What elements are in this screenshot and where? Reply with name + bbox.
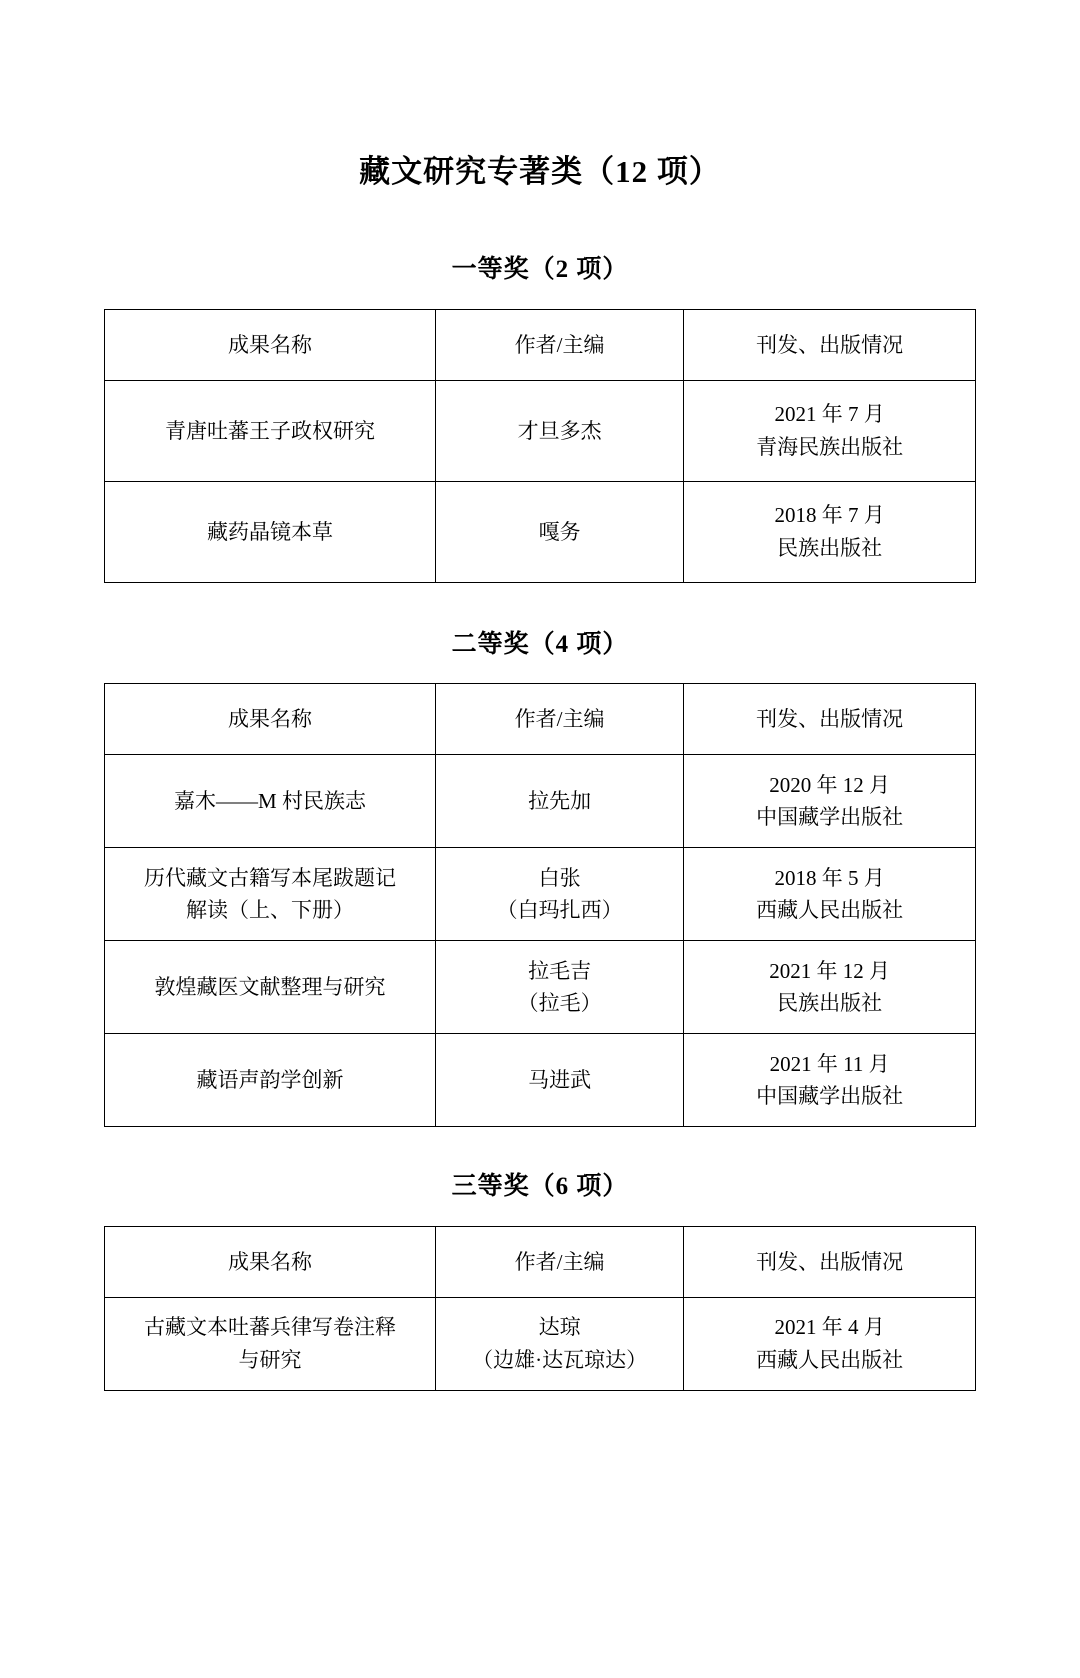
publication-date: 2018 年 7 月 xyxy=(774,503,885,528)
publication-press: 中国藏学出版社 xyxy=(756,805,904,830)
column-header-name: 成果名称 xyxy=(105,684,436,755)
column-header-name: 成果名称 xyxy=(105,1226,436,1297)
publication-date: 2018 年 5 月 xyxy=(774,865,885,890)
page-title: 藏文研究专著类（12 项） xyxy=(359,154,721,189)
table-row xyxy=(105,755,976,848)
publication-press: 中国藏学出版社 xyxy=(756,1084,904,1109)
column-header-author: 作者/主编 xyxy=(435,684,683,755)
table-row xyxy=(105,481,976,582)
author-alt-name: （白玛扎西） xyxy=(496,898,623,923)
author-name: 拉毛吉 xyxy=(528,958,592,983)
publication-date: 2021 年 4 月 xyxy=(774,1315,885,1340)
publication-press: 民族出版社 xyxy=(777,991,883,1016)
cell-author: 拉先加 xyxy=(435,755,683,848)
cell-result-name: 敦煌藏医文献整理与研究 xyxy=(105,941,436,1034)
cell-author xyxy=(435,848,683,941)
column-header-author: 作者/主编 xyxy=(435,309,683,380)
author-alt-name: （边雄·达瓦琼达） xyxy=(472,1347,648,1372)
cell-publication xyxy=(684,755,976,848)
cell-author: 嘎务 xyxy=(435,481,683,582)
cell-result-name: 藏药晶镜本草 xyxy=(105,481,436,582)
cell-author xyxy=(435,941,683,1034)
table-header-row xyxy=(105,1226,976,1297)
cell-author: 才旦多杰 xyxy=(435,380,683,481)
cell-publication xyxy=(684,1034,976,1127)
table-row xyxy=(105,1297,976,1390)
cell-author xyxy=(435,1297,683,1390)
table-row xyxy=(105,1034,976,1127)
publication-date: 2021 年 12 月 xyxy=(769,958,890,983)
cell-author: 马进武 xyxy=(435,1034,683,1127)
cell-result-name: 嘉木——M 村民族志 xyxy=(105,755,436,848)
publication-date: 2021 年 11 月 xyxy=(769,1051,890,1076)
column-header-name: 成果名称 xyxy=(105,309,436,380)
column-header-author: 作者/主编 xyxy=(435,1226,683,1297)
section-heading-second-prize: 二等奖（4 项） xyxy=(451,630,629,658)
result-name-line-2: 解读（上、下册） xyxy=(185,898,354,923)
award-table-third-prize xyxy=(104,1226,976,1391)
column-header-publication: 刊发、出版情况 xyxy=(684,309,976,380)
cell-publication xyxy=(684,1297,976,1390)
result-name-line-1: 古藏文本吐蕃兵律写卷注释 xyxy=(143,1315,396,1340)
publication-press: 青海民族出版社 xyxy=(756,434,904,459)
publication-date: 2020 年 12 月 xyxy=(769,772,890,797)
table-header-row xyxy=(105,684,976,755)
publication-press: 西藏人民出版社 xyxy=(756,1347,904,1372)
table-row xyxy=(105,941,976,1034)
table-header-row xyxy=(105,309,976,380)
cell-result-name xyxy=(105,848,436,941)
result-name-line-2: 与研究 xyxy=(238,1347,302,1372)
award-table-second-prize xyxy=(104,683,976,1127)
cell-publication xyxy=(684,481,976,582)
document-page xyxy=(0,152,1080,1678)
result-name-line-1: 历代藏文古籍写本尾跋题记 xyxy=(143,865,396,890)
publication-press: 民族出版社 xyxy=(777,535,883,560)
author-name: 达琼 xyxy=(538,1315,581,1340)
section-heading-third-prize: 三等奖（6 项） xyxy=(451,1173,629,1201)
cell-publication xyxy=(684,941,976,1034)
cell-result-name: 藏语声韵学创新 xyxy=(105,1034,436,1127)
award-table-first-prize xyxy=(104,309,976,583)
cell-publication xyxy=(684,380,976,481)
cell-result-name xyxy=(105,1297,436,1390)
column-header-publication: 刊发、出版情况 xyxy=(684,1226,976,1297)
table-row xyxy=(105,848,976,941)
author-alt-name: （拉毛） xyxy=(517,991,602,1016)
cell-result-name: 青唐吐蕃王子政权研究 xyxy=(105,380,436,481)
cell-publication xyxy=(684,848,976,941)
column-header-publication: 刊发、出版情况 xyxy=(684,684,976,755)
table-row xyxy=(105,380,976,481)
publication-date: 2021 年 7 月 xyxy=(774,402,885,427)
section-heading-first-prize: 一等奖（2 项） xyxy=(451,256,629,284)
publication-press: 西藏人民出版社 xyxy=(756,898,904,923)
author-name: 白张 xyxy=(538,865,581,890)
